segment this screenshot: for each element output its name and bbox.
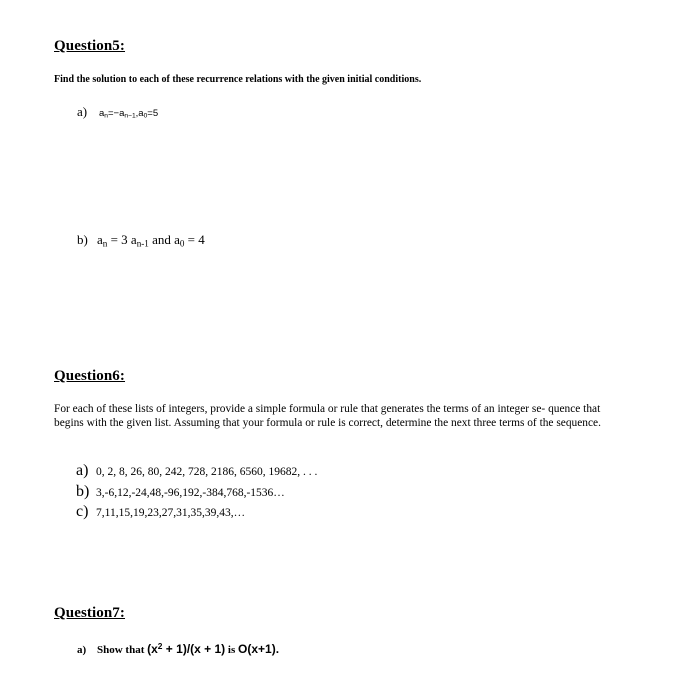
question5-title: Question5:	[54, 38, 126, 54]
q7-part-a-label: a)	[77, 644, 87, 656]
sequence-item	[76, 462, 317, 480]
part-b-label: b)	[77, 232, 88, 247]
q7-is: is	[225, 644, 239, 656]
question7-title: Question7:	[54, 605, 126, 621]
q7-prefix: Show that	[97, 644, 148, 656]
question5-part-b	[77, 232, 205, 248]
q7-expression: $(x^2 + 1)/(x + 1)$	[147, 641, 226, 656]
sequence-label: a)	[76, 462, 89, 479]
part-a-label: a)	[77, 104, 88, 119]
recurrence-b: $a_n = 3$ $a_{n-1}$ and $a_0 = 4$	[97, 232, 205, 249]
recurrence-a: $a_n=-a_{n-1},a_0=5$	[99, 108, 159, 120]
question6-paragraph: For each of these lists of integers, provide a simple formula or rule that generates the terms of an integer se- quence that begins with the given list. Assuming that your formula or rule is correct, determine the next three terms of the sequence.	[54, 403, 601, 429]
q7-big-o: O(x+1).	[238, 642, 280, 656]
question5-part-a	[77, 103, 158, 121]
sequence-label: b)	[76, 483, 90, 500]
question7-part-a	[77, 640, 279, 658]
sequence-label: c)	[76, 503, 89, 520]
sequence-item	[76, 483, 285, 501]
question6-title: Question6:	[54, 368, 126, 384]
question5-instruction: Find the solution to each of these recurrence relations with the given initial conditions.	[54, 74, 422, 85]
sequence-text: 3,-6,12,-24,48,-96,192,-384,768,-1536…	[96, 487, 285, 499]
sequence-text: 7,11,15,19,23,27,31,35,39,43,…	[96, 507, 246, 519]
sequence-text: 0, 2, 8, 26, 80, 242, 728, 2186, 6560, 19682, . . .	[96, 466, 318, 478]
sequence-item	[76, 503, 245, 521]
